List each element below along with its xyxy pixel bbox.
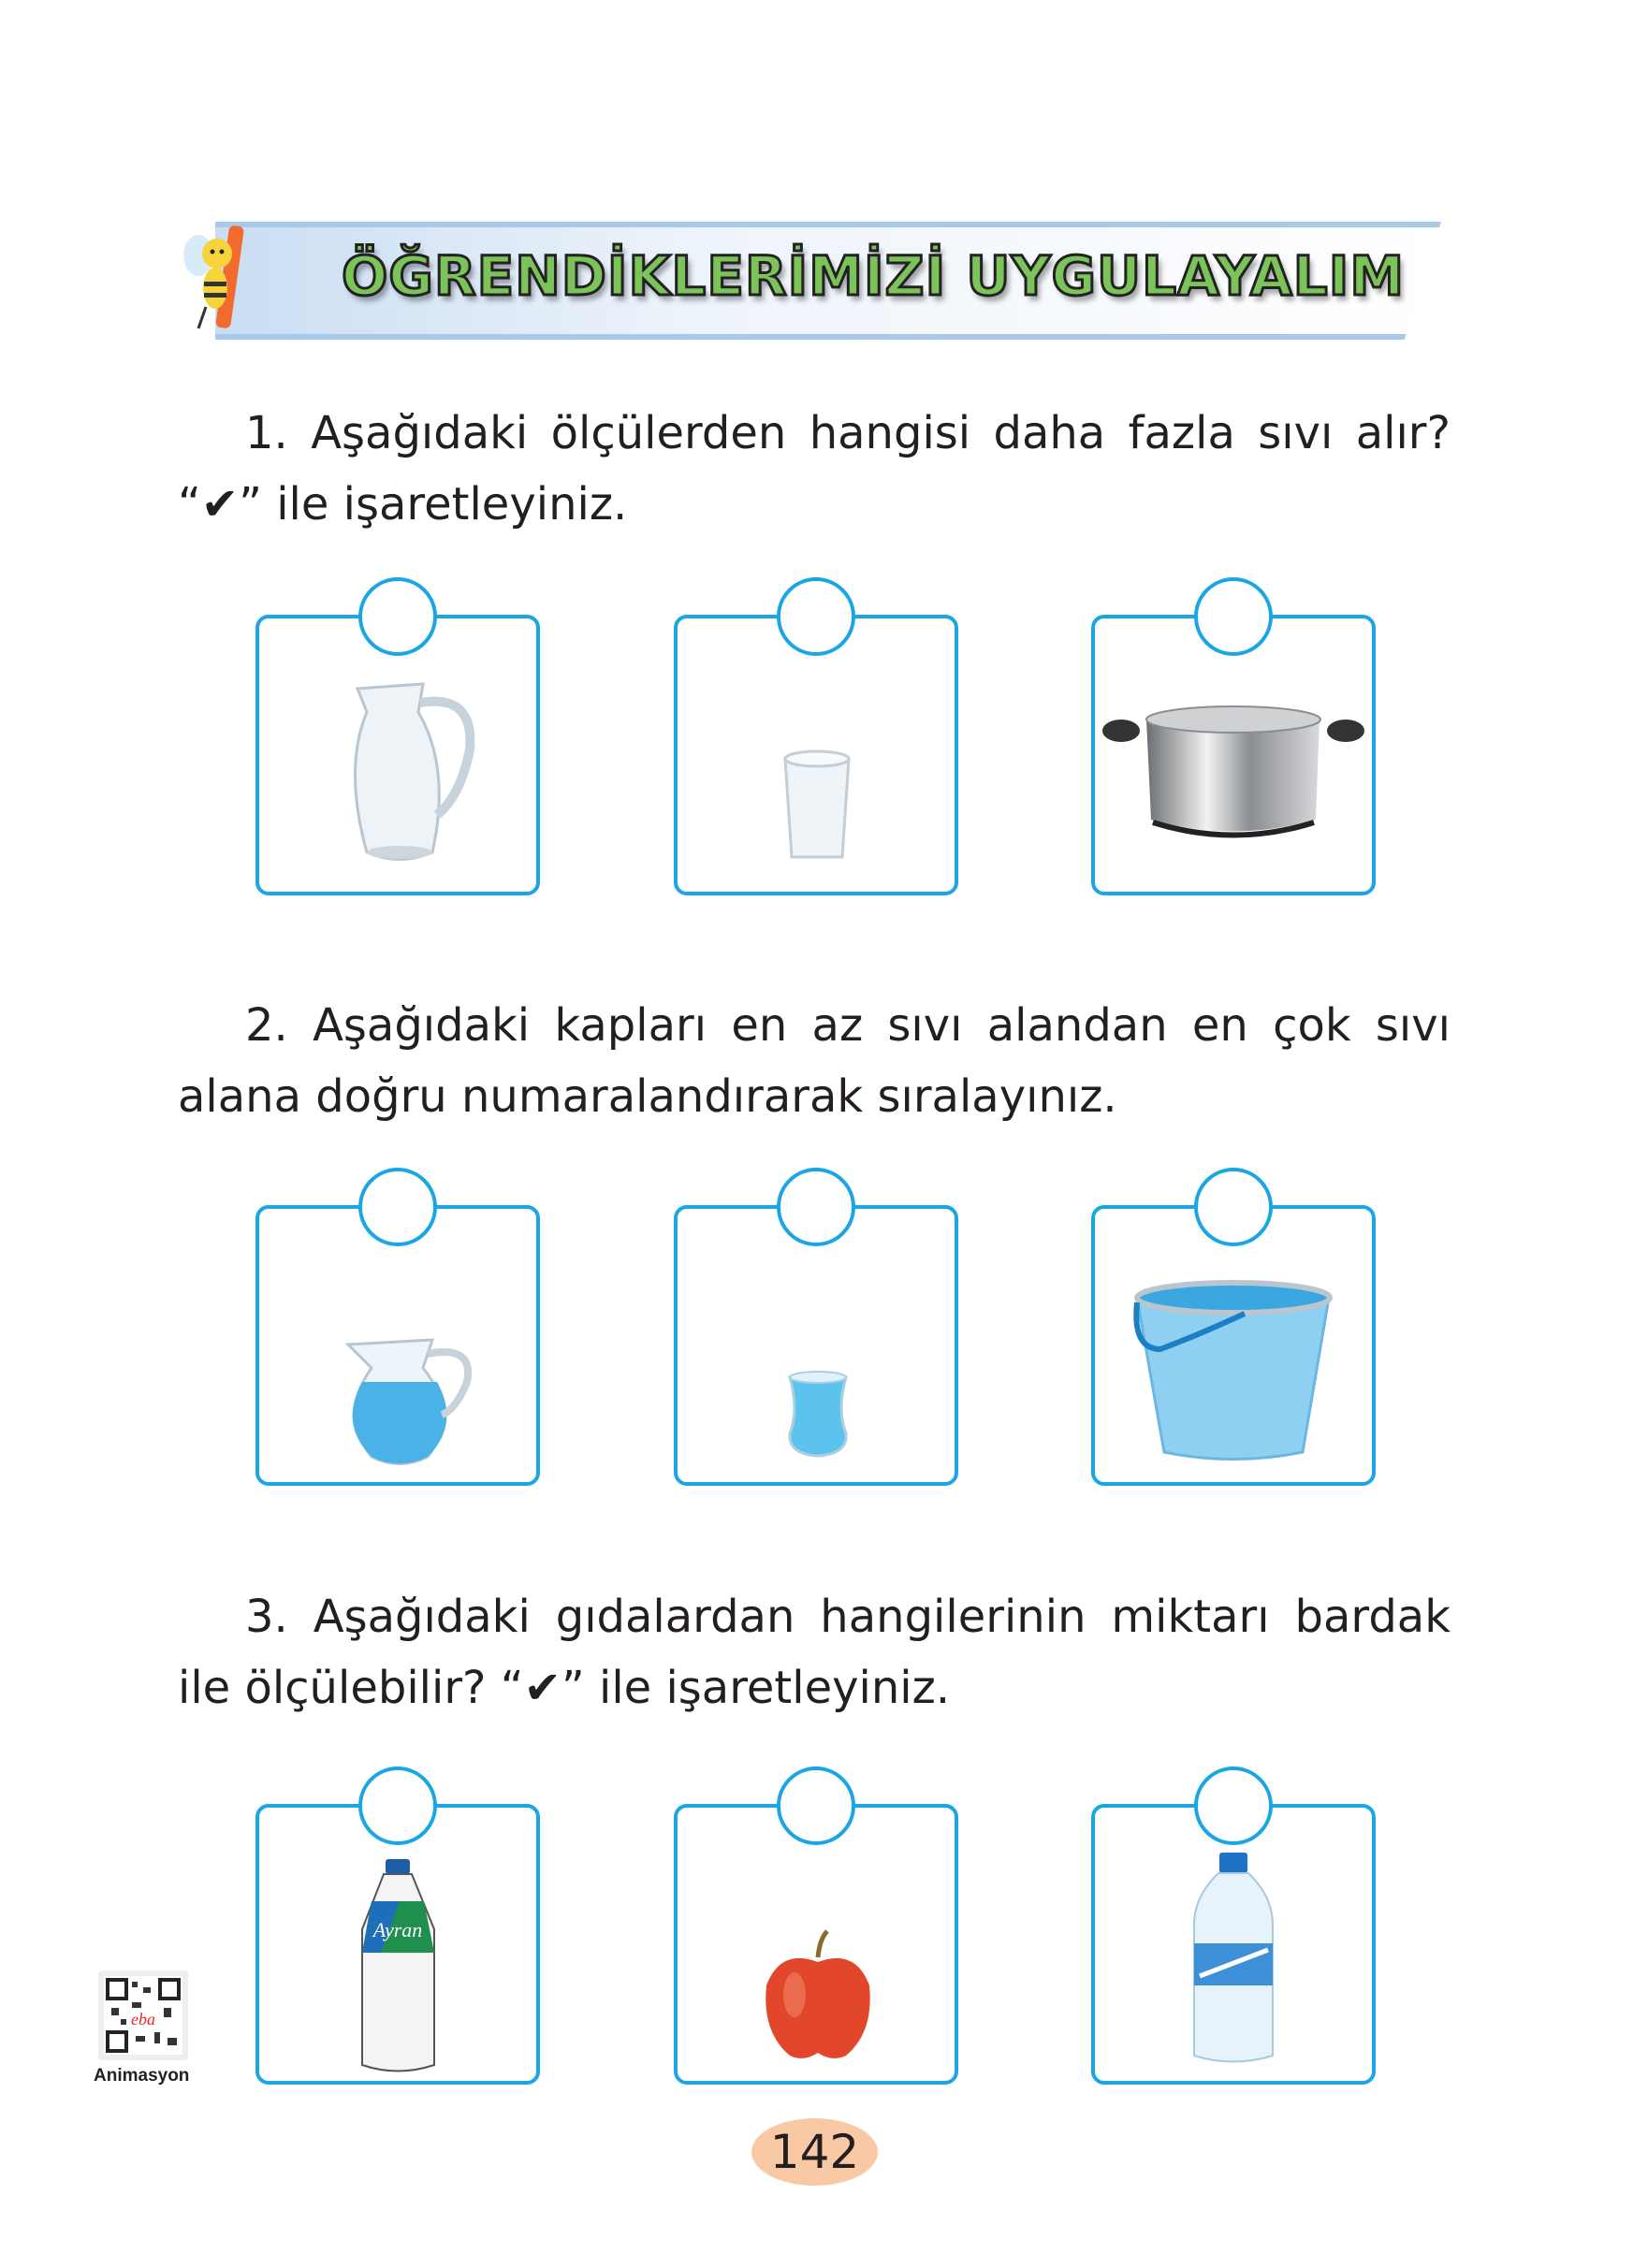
question-number: 3. xyxy=(245,1591,288,1643)
option-ayran-bottle xyxy=(255,1804,540,2085)
section-title: ÖĞRENDİKLERİMİZİ UYGULAYALIM xyxy=(342,244,1406,308)
qr-code-icon xyxy=(98,1970,188,2060)
answer-circle[interactable] xyxy=(1194,1168,1273,1246)
jug-icon xyxy=(259,656,536,890)
answer-circle[interactable] xyxy=(777,1766,855,1845)
option-jug xyxy=(255,615,540,895)
pot-icon xyxy=(1095,656,1372,890)
ayran-bottle-icon xyxy=(259,1845,536,2079)
option-bucket xyxy=(1091,1205,1376,1486)
question-2 xyxy=(178,990,1451,1132)
option-apple xyxy=(674,1804,958,2085)
qr-label: Animasyon xyxy=(94,2066,190,2086)
section-banner xyxy=(178,218,1452,332)
answer-circle[interactable] xyxy=(1194,1766,1273,1845)
water-jug-icon xyxy=(259,1246,536,1480)
option-tea-glass xyxy=(674,1205,958,1486)
page-number: 142 xyxy=(751,2118,878,2186)
bee-mascot-icon xyxy=(178,218,262,340)
answer-circle[interactable] xyxy=(358,1766,437,1845)
question-number: 1. xyxy=(245,407,288,459)
question-text: Aşağıdaki ölçülerden hangisi daha fazla sıvı alır? “✔” ile işaretleyiniz. xyxy=(178,407,1451,531)
option-jug-with-water xyxy=(255,1205,540,1486)
ayran-label: Ayran xyxy=(372,1918,423,1941)
glass-icon xyxy=(678,656,955,890)
question-3 xyxy=(178,1581,1451,1723)
eba-logo: eba xyxy=(131,2010,155,2028)
answer-circle[interactable] xyxy=(777,1168,855,1246)
bucket-icon xyxy=(1095,1246,1372,1480)
answer-circle[interactable] xyxy=(358,1168,437,1246)
water-bottle-icon xyxy=(1095,1845,1372,2079)
question-text: Aşağıdaki kapları en az sıvı alandan en çok sıvı alana doğru numaralandırarak sıralayınız. xyxy=(178,999,1451,1123)
option-glass xyxy=(674,615,958,895)
qr-code[interactable] xyxy=(98,1970,188,2060)
option-water-bottle xyxy=(1091,1804,1376,2085)
question-number: 2. xyxy=(245,999,288,1052)
answer-circle[interactable] xyxy=(1194,577,1273,656)
tea-glass-icon xyxy=(678,1246,955,1480)
answer-circle[interactable] xyxy=(777,577,855,656)
question-1 xyxy=(178,398,1451,540)
option-pot xyxy=(1091,615,1376,895)
apple-icon xyxy=(678,1845,955,2079)
answer-circle[interactable] xyxy=(358,577,437,656)
question-text: Aşağıdaki gıdalardan hangilerinin miktarı bardak ile ölçülebilir? “✔” ile işaretleyiniz. xyxy=(178,1591,1451,1714)
